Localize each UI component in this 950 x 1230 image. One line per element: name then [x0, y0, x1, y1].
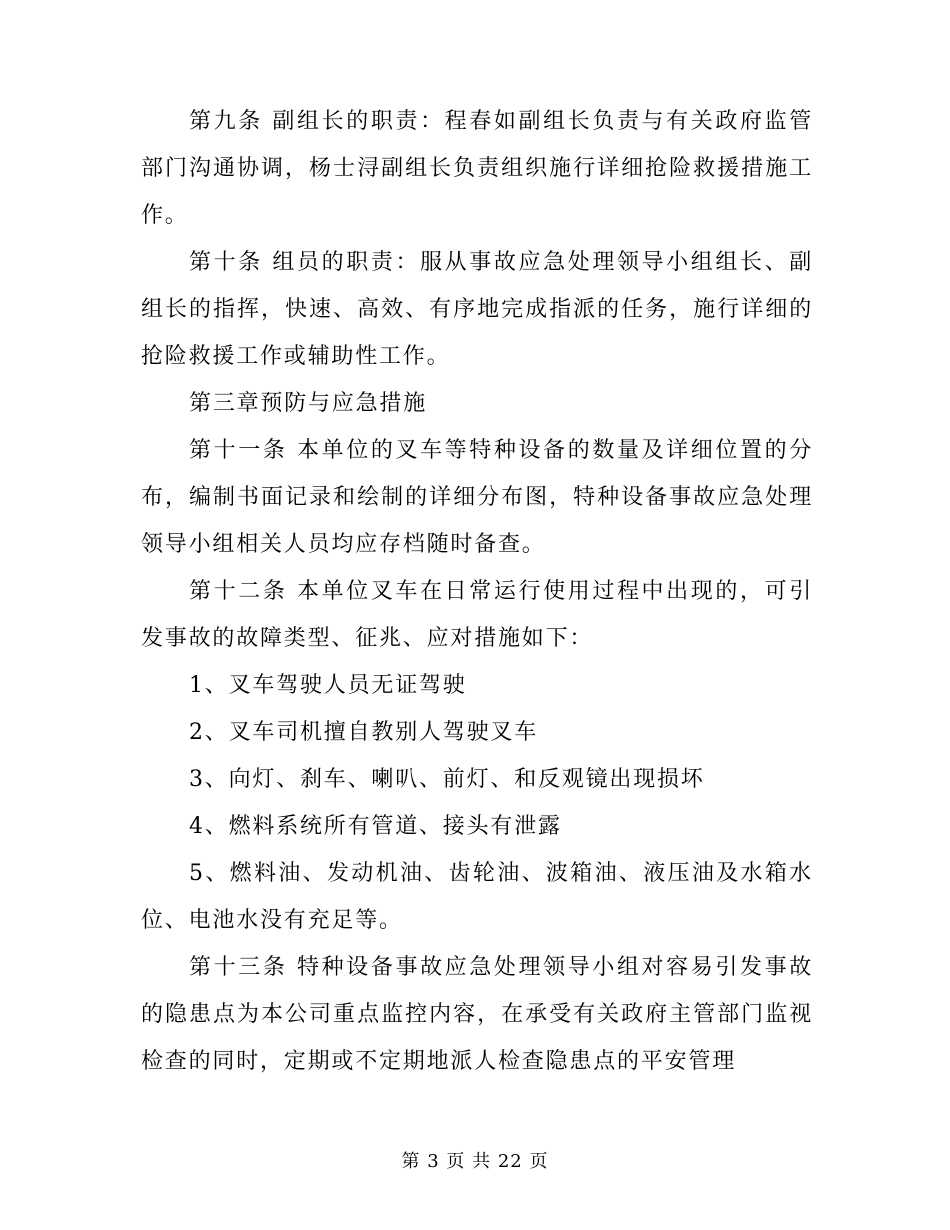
chapter-heading: 第三章预防与应急措施	[189, 391, 428, 416]
paragraph-article-12: 第十二条 本单位叉车在日常运行使用过程中出现的，可引发事故的故障类型、征兆、应对措施如下：	[141, 579, 813, 651]
paragraph-article-10: 第十条 组员的职责：服从事故应急处理领导小组组长、副组长的指挥，快速、高效、有序地完成指派的任务，施行详细的抢险救援工作或辅助性工作。	[141, 250, 813, 369]
paragraph-article-11: 第十一条 本单位的叉车等特种设备的数量及详细位置的分布，编制书面记录和绘制的详细分布图，特种设备事故应急处理领导小组相关人员均应存档随时备查。	[141, 438, 813, 557]
list-item: 1、叉车驾驶人员无证驾驶	[189, 673, 467, 698]
paragraph-article-13: 第十三条 特种设备事故应急处理领导小组对容易引发事故的隐患点为本公司重点监控内容，在承受有关政府主管部门监视检查的同时，定期或不定期地派人检查隐患点的平安管理	[141, 955, 813, 1074]
list-item: 4、燃料系统所有管道、接头有泄露	[189, 814, 562, 839]
list-item: 3、向灯、刹车、喇叭、前灯、和反观镜出现损坏	[189, 767, 705, 792]
document-body	[141, 98, 813, 1085]
paragraph-article-9: 第九条 副组长的职责：程春如副组长负责与有关政府监管部门沟通协调，杨士浔副组长负责组织施行详细抢险救援措施工作。	[141, 109, 813, 228]
page-number-footer: 第 3 页 共 22 页	[401, 1151, 549, 1172]
list-item: 2、叉车司机擅自教别人驾驶叉车	[189, 720, 538, 745]
list-item: 5、燃料油、发动机油、齿轮油、波箱油、液压油及水箱水位、电池水没有充足等。	[141, 861, 813, 933]
